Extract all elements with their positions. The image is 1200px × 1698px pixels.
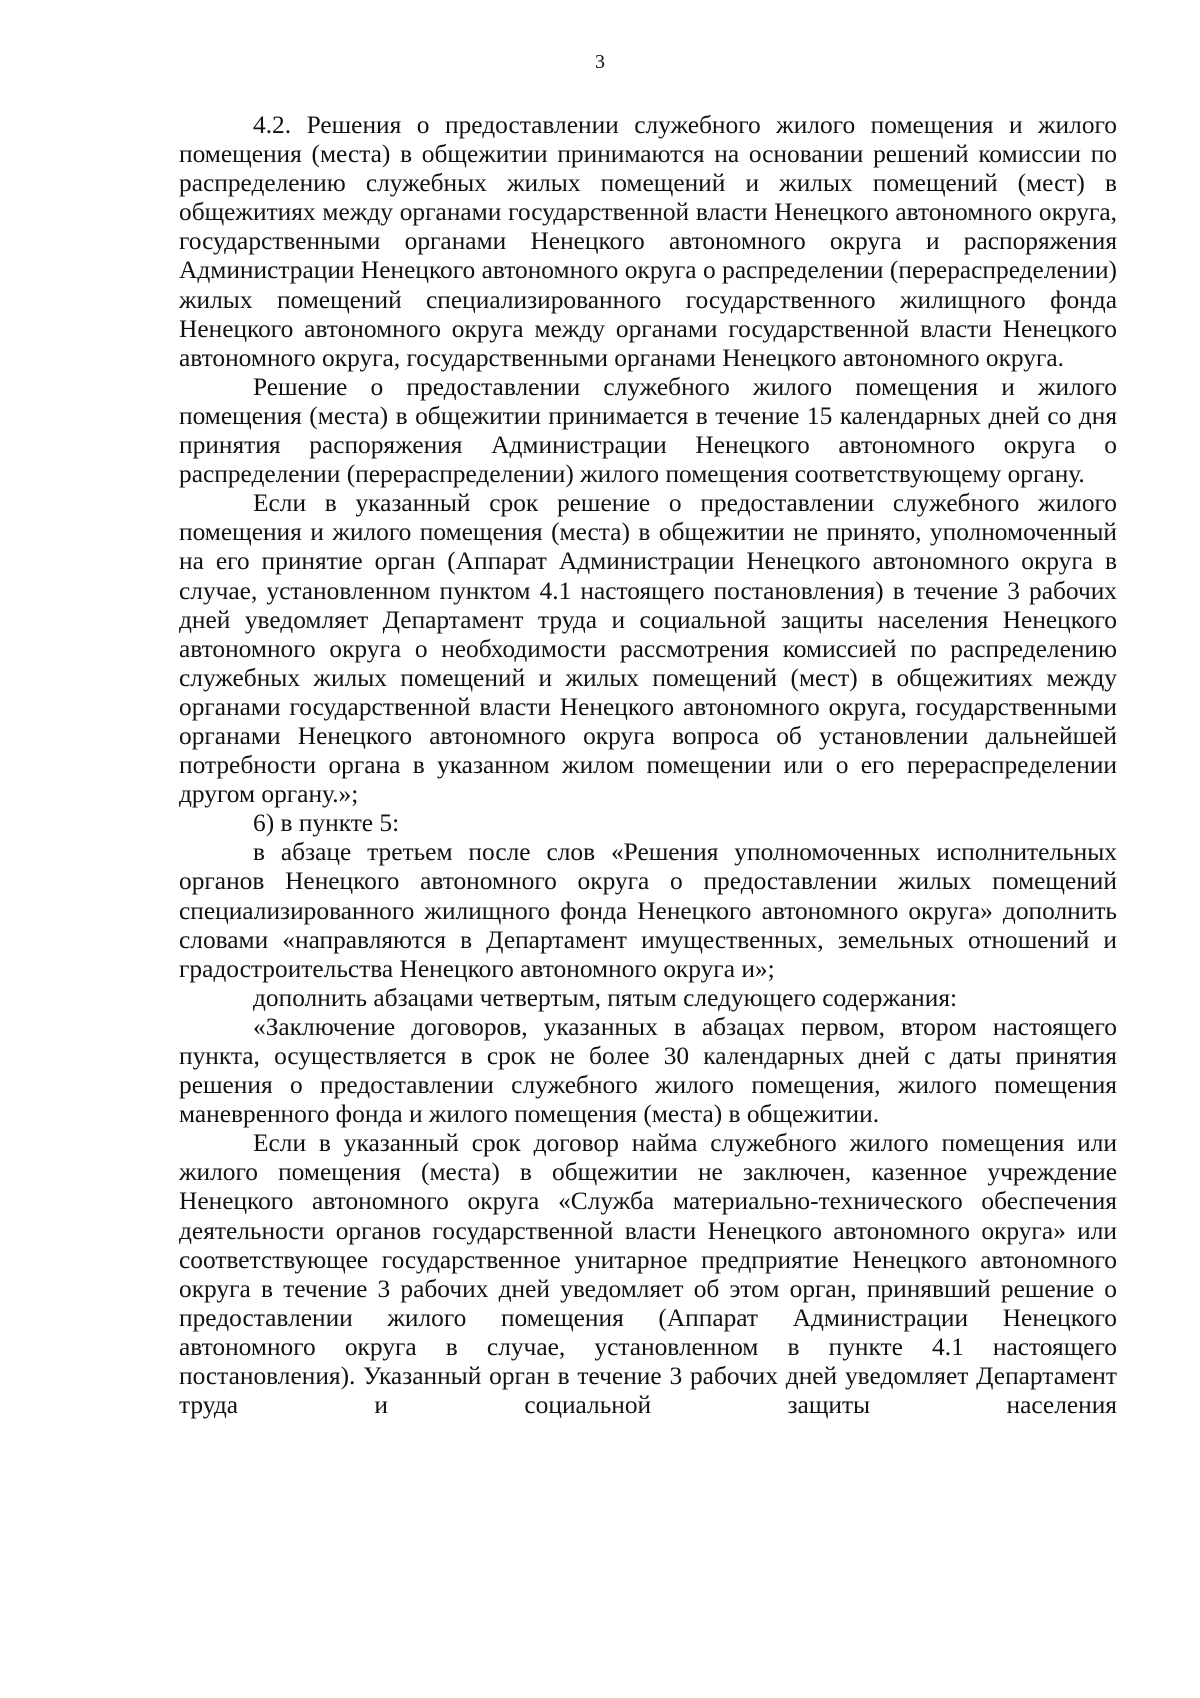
paragraph-4-2: 4.2. Решения о предоставлении служебного жилого помещения и жилого помещения (места) в общежитии принимаются на основании решений комиссии по распределению служебных жилых помещений и жилых помещений (мест) в общежитиях между органами государственной власти Ненецкого автономного округа, государственными органами Ненецкого автономного округа и распоряжения Администрации Ненецкого автономного округа о распределении (перераспределении) жилых помещений специализированного государственного жилищного фонда Ненецкого автономного округа между органами государственной власти Ненецкого автономного округа, государственными органами Ненецкого автономного округа.: [179, 111, 1117, 372]
document-body: [179, 111, 1117, 1420]
paragraph-contract-not-concluded: Если в указанный срок договор найма служебного жилого помещения или жилого помещения (места) в общежитии не заключен, казенное учреждение Ненецкого автономного округа «Служба материально-технического обеспечения деятельности органов государственной власти Ненецкого автономного округа» или соответствующее государственное унитарное предприятие Ненецкого автономного округа в течение 3 рабочих дней уведомляет об этом орган, принявший решение о предоставлении жилого помещения (Аппарат Администрации Ненецкого автономного округа в случае, установленном в пункте 4.1 настоящего постановления). Указанный орган в течение 3 рабочих дней уведомляет Департамент труда и социальной защиты населения: [179, 1129, 1117, 1420]
paragraph-decision-term: Решение о предоставлении служебного жилого помещения и жилого помещения (места) в общежитии принимается в течение 15 календарных дней со дня принятия распоряжения Администрации Ненецкого автономного округа о распределении (перераспределении) жилого помещения соответствующему органу.: [179, 372, 1117, 489]
paragraph-abzats-three: в абзаце третьем после слов «Решения уполномоченных исполнительных органов Ненецкого автономного округа о предоставлении жилых помещений специализированного жилищного фонда Ненецкого автономного округа» дополнить словами «направляются в Департамент имущественных, земельных отношений и градостроительства Ненецкого автономного округа и»;: [179, 838, 1117, 983]
paragraph-contracts: «Заключение договоров, указанных в абзацах первом, втором настоящего пункта, осуществляется в срок не более 30 календарных дней с даты принятия решения о предоставлении служебного жилого помещения, жилого помещения маневренного фонда и жилого помещения (места) в общежитии.: [179, 1012, 1117, 1129]
page-number: 3: [595, 51, 605, 73]
paragraph-add-abzats: дополнить абзацами четвертым, пятым следующего содержания:: [253, 983, 958, 1012]
paragraph-item-6: 6) в пункте 5:: [253, 809, 400, 838]
paragraph-if-not-accepted: Если в указанный срок решение о предоставлении служебного жилого помещения и жилого помещения (места) в общежитии не принято, уполномоченный на его принятие орган (Аппарат Администрации Ненецкого автономного округа в случае, установленном пунктом 4.1 настоящего постановления) в течение 3 рабочих дней уведомляет Департамент труда и социальной защиты населения Ненецкого автономного округа о необходимости рассмотрения комиссией по распределению служебных жилых помещений и жилых помещений (мест) в общежитиях между органами государственной власти Ненецкого автономного округа, государственными органами Ненецкого автономного округа вопроса об установлении дальнейшей потребности органа в указанном жилом помещении или о его перераспределении другом органу.»;: [179, 489, 1117, 809]
